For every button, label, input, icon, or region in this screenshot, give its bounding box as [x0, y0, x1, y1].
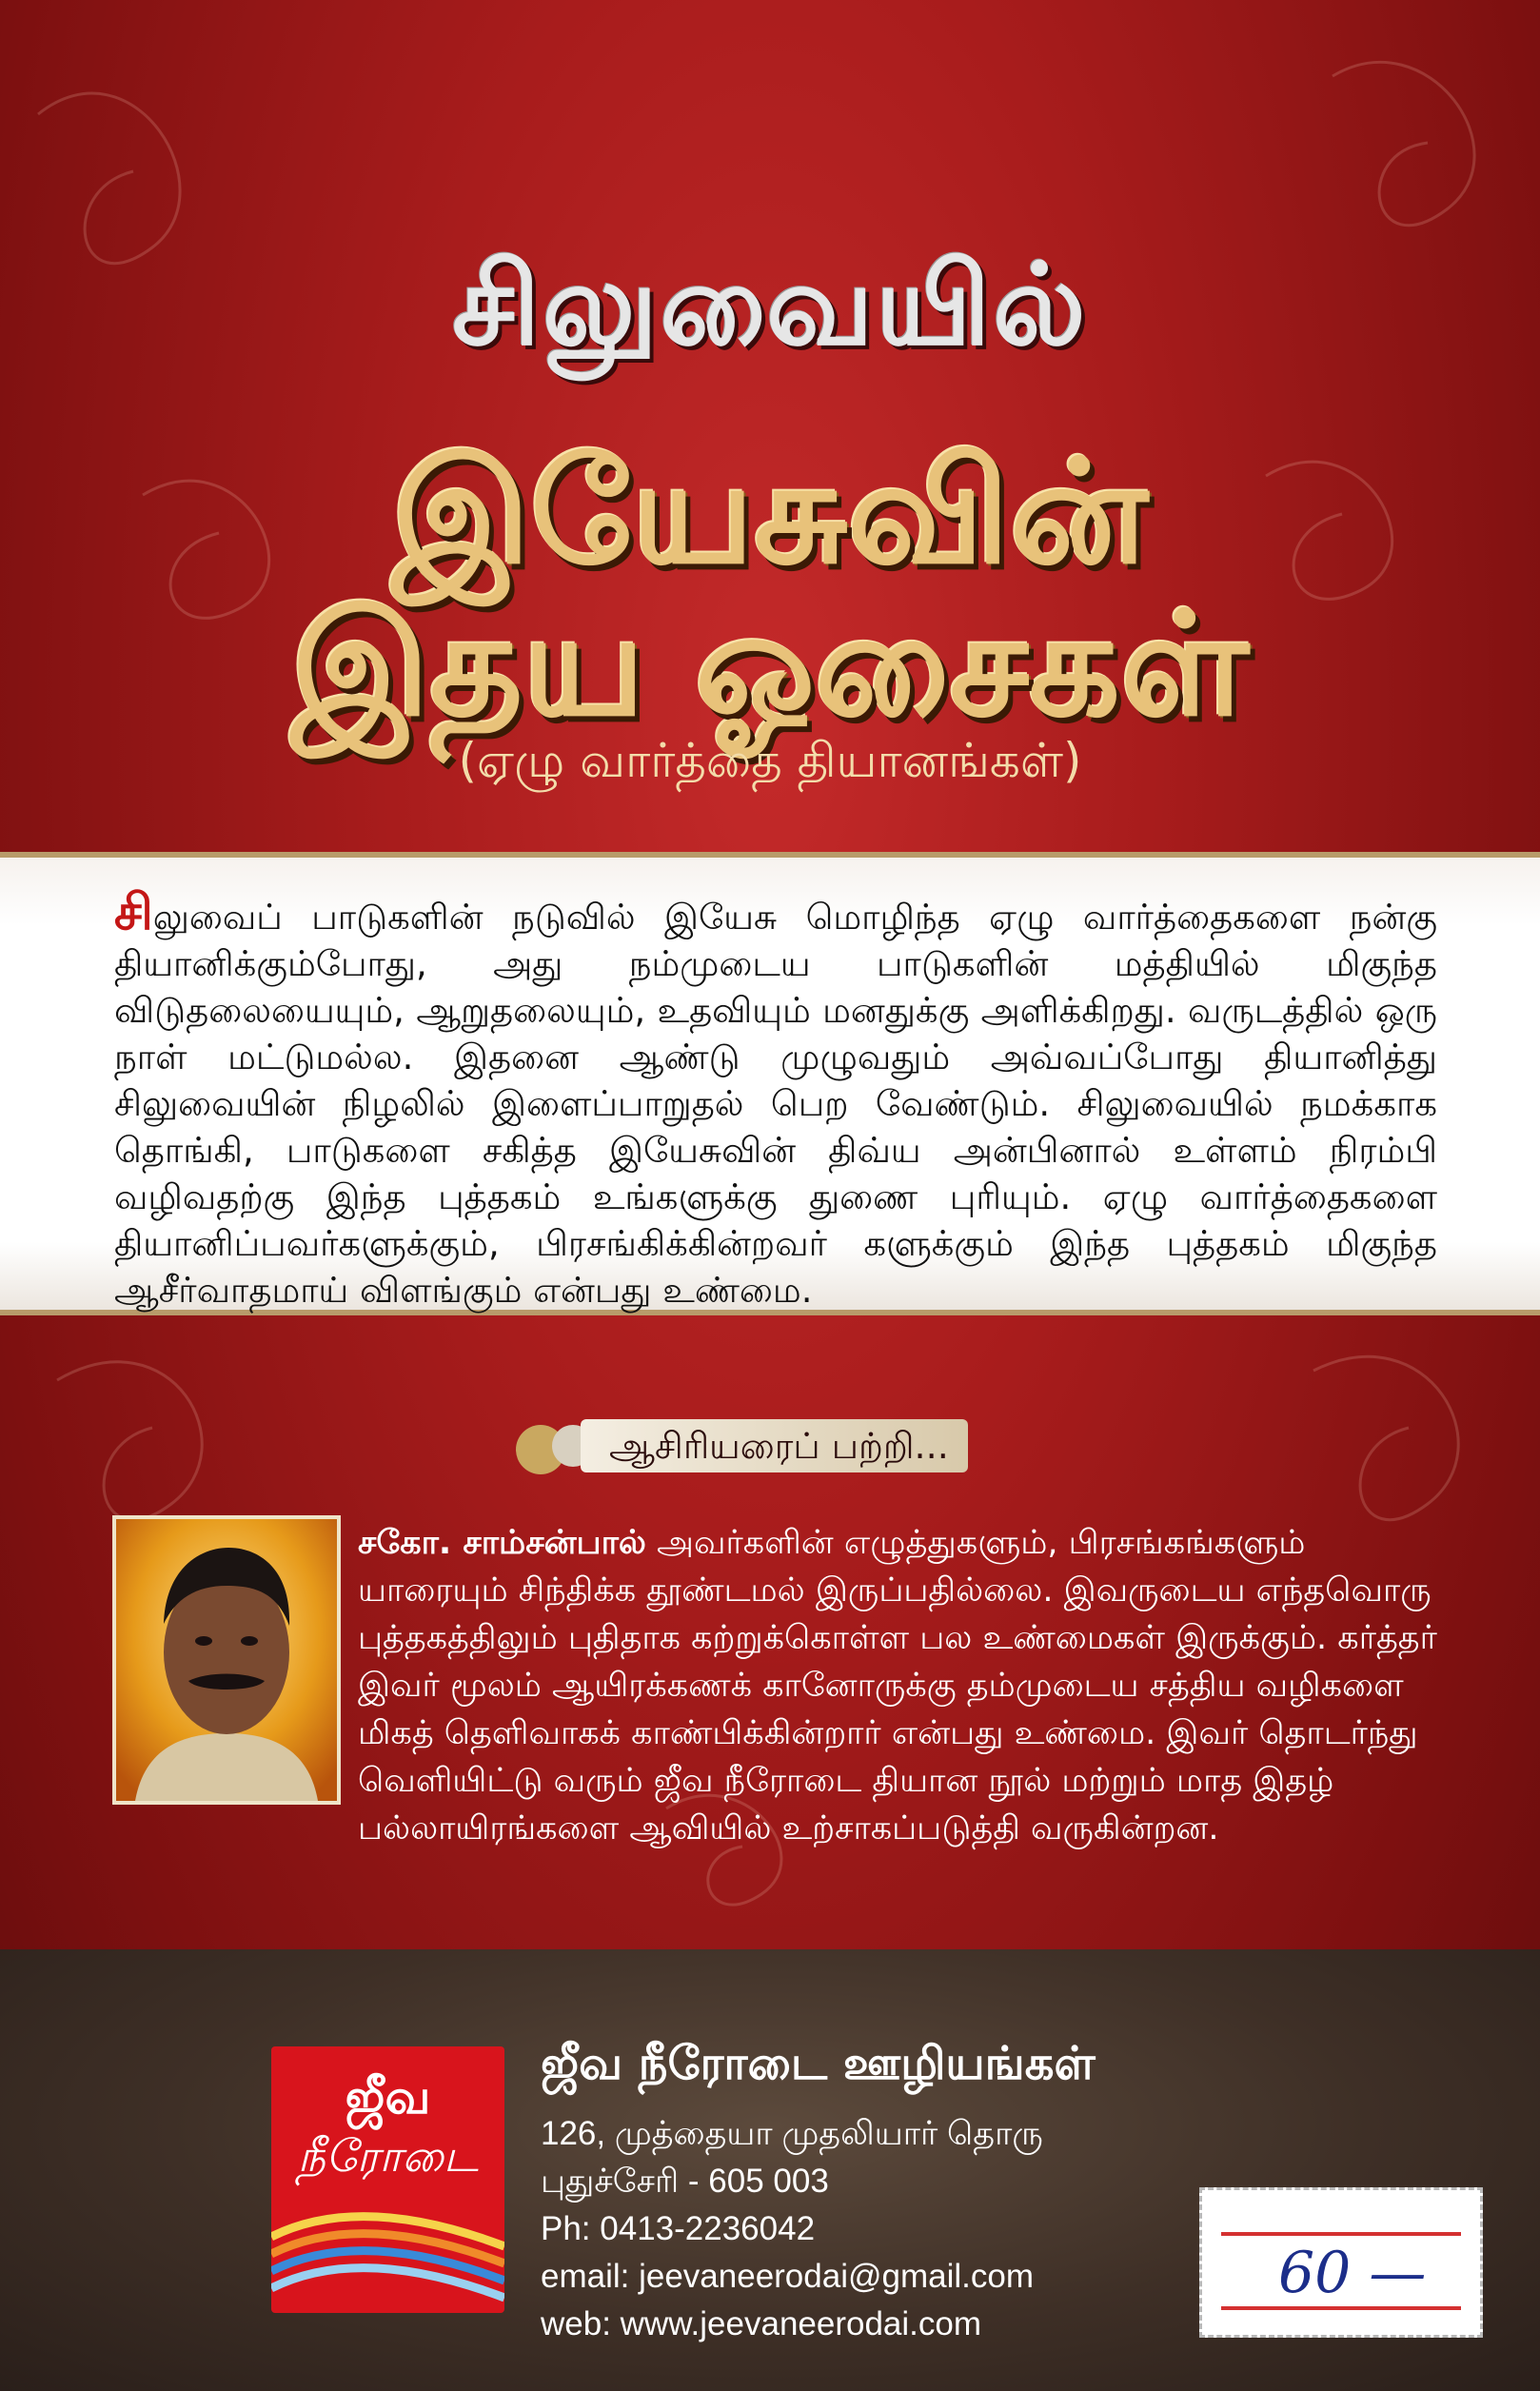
author-name: சகோ. சாம்சன்பால்	[358, 1524, 646, 1562]
publisher-address-line2: புதுச்சேரி - 605 003	[541, 2163, 829, 2200]
handwritten-price: 60 —	[1278, 2240, 1427, 2306]
publisher-website: web: www.jeevaneerodai.com	[541, 2305, 982, 2342]
publisher-address-line1: 126, முத்தையா முதலியார் தொரு	[541, 2115, 1043, 2152]
blurb-dropcap: சி	[114, 884, 153, 941]
logo-word-bottom: நீரோடை	[297, 2130, 479, 2182]
publisher-phone: Ph: 0413-2236042	[541, 2210, 816, 2247]
publisher-name: ஜீவ நீரோடை ஊழியங்கள்	[541, 2037, 1096, 2090]
blurb-text: லுவைப் பாடுகளின் நடுவில் இயேசு மொழிந்த ஏழு வார்த்தைகளை நன்கு தியானிக்கும்போது, அது நம்முடைய பாடுகளின் மத்தியில் மிகுந்த விடுதலையையும், ஆறுதலையும், உதவியும் மனதுக்கு அளிக்கிறது. வருடத்தில் ஒரு நாள் மட்டுமல்ல. இதனை ஆண்டு முழுவதும் அவ்வப்போது தியானித்து சிலுவையின் நிழலில் இளைப்பாறுதல் பெற வேண்டும். சிலுவையில் நமக்காக தொங்கி, பாடுகளை சகித்த இயேசுவின் திவ்ய அன்பினால் உள்ளம் நிரம்பி வழிவதற்கு இந்த புத்தகம் உங்களுக்கு துணை புரியும். ஏழு வார்த்தைகளை தியானிப்பவர்களுக்கும், பிரசங்கிக்கின்றவர் களுக்கும் இந்த புத்தகம் மிகுந்த ஆசீர்வாதமாய் விளங்கும் என்பது உண்மை.	[114, 897, 1437, 1311]
author-photo	[112, 1515, 341, 1805]
about-author-heading	[504, 1413, 980, 1480]
title-line-3: இதய ஓசைகள்	[290, 581, 1250, 748]
logo-word-top: ஜீவ	[345, 2069, 431, 2124]
author-bio	[358, 1519, 1452, 1852]
about-heading-label: ஆசிரியரைப் பற்றி...	[581, 1419, 968, 1472]
wave-icon	[271, 2199, 504, 2313]
author-bio-text: அவர்களின் எழுத்துகளும், பிரசங்கங்களும் யாரையும் சிந்திக்க தூண்டமல் இருப்பதில்லை. இவருடைய எந்தவொரு புத்தகத்திலும் புதிதாக கற்றுக்கொள்ள பல உண்மைகள் இருக்கும். கர்த்தர் இவர் மூலம் ஆயிரக்கணக் கானோருக்கு தம்முடைய சத்திய வழிகளை மிகத் தெளிவாகக் காண்பிக்கின்றார் என்பது உண்மை. இவர் தொடர்ந்து வெளியிட்டு வரும் ஜீவ நீரோடை தியான நூல் மற்றும் மாத இதழ் பல்லாயிரங்களை ஆவியில் உற்சாகப்படுத்தி வருகின்றன.	[358, 1524, 1437, 1848]
title-line-1: சிலுவையில்	[452, 238, 1088, 370]
blurb-paragraph	[114, 884, 1437, 1314]
price-sticker	[1199, 2187, 1483, 2338]
subtitle: (ஏழு வார்த்தை தியானங்கள்)	[458, 733, 1082, 788]
publisher-email: email: jeevaneerodai@gmail.com	[541, 2258, 1034, 2295]
publisher-logo	[271, 2046, 504, 2313]
title-line-2: இயேசுவின்	[391, 428, 1149, 596]
